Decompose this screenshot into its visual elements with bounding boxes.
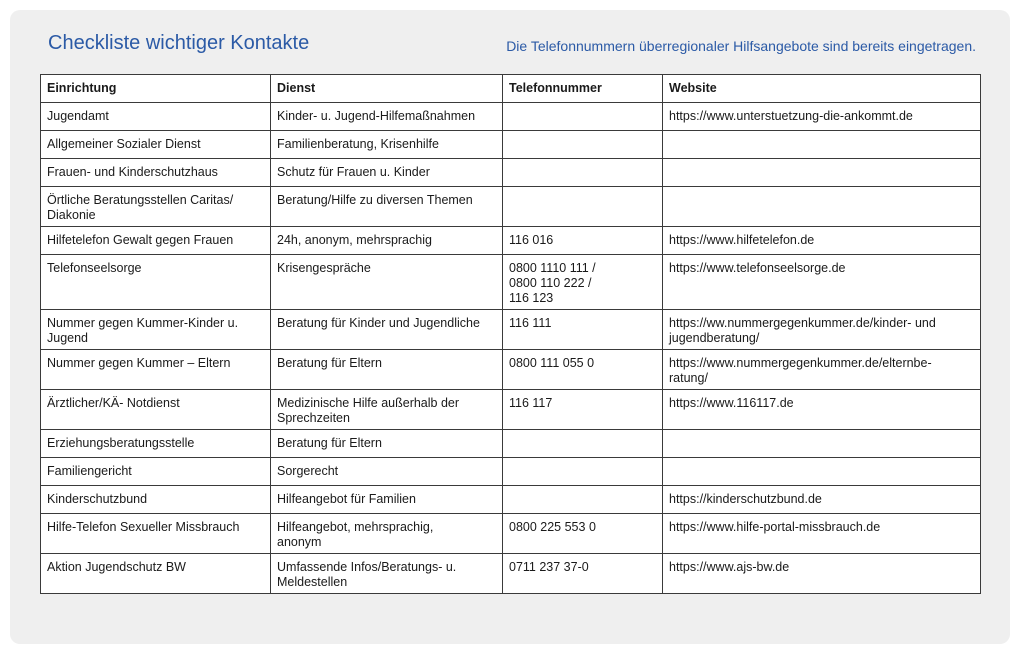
dienst-cell: Beratung für Kinder und Jugendliche [271,310,503,350]
einrichtung-cell: Kinderschutzbund [41,486,271,514]
einrichtung-cell: Familiengericht [41,458,271,486]
telefonnummer-cell: 116 117 [503,390,663,430]
website-cell: https://www.telefonseelsorge.de [663,255,981,310]
table-row [41,514,981,554]
dienst-cell: Hilfeangebot, mehrsprachig, anonym [271,514,503,554]
einrichtung-cell: Nummer gegen Kummer-Kinder u. Jugend [41,310,271,350]
telefonnummer-cell: 116 111 [503,310,663,350]
table-row [41,227,981,255]
website-cell: https://kinderschutzbund.de [663,486,981,514]
dienst-cell: Familienberatung, Krisenhilfe [271,131,503,159]
website-cell [663,458,981,486]
column-header-website: Website [663,75,981,103]
table-row [41,430,981,458]
table-row [41,554,981,594]
telefonnummer-cell: 0711 237 37-0 [503,554,663,594]
telefonnummer-cell [503,159,663,187]
telefonnummer-cell: 116 016 [503,227,663,255]
einrichtung-cell: Ärztlicher/KÄ- Notdienst [41,390,271,430]
website-cell: https://www.116117.de [663,390,981,430]
table-row [41,131,981,159]
table-row [41,390,981,430]
dienst-cell: Beratung/Hilfe zu diversen Themen [271,187,503,227]
einrichtung-cell: Jugendamt [41,103,271,131]
table-row [41,350,981,390]
table-row [41,159,981,187]
einrichtung-cell: Hilfetelefon Gewalt gegen Frauen [41,227,271,255]
dienst-cell: Medizinische Hilfe außerhalb der Sprechzeiten [271,390,503,430]
column-header-telefonnummer: Telefonnummer [503,75,663,103]
einrichtung-cell: Hilfe-Telefon Sexueller Missbrauch [41,514,271,554]
website-cell: https://www.ajs-bw.de [663,554,981,594]
einrichtung-cell: Nummer gegen Kummer – Eltern [41,350,271,390]
telefonnummer-cell [503,103,663,131]
einrichtung-cell: Aktion Jugendschutz BW [41,554,271,594]
header-note: Die Telefonnummern überregionaler Hilfsangebote sind bereits eingetragen. [506,38,976,54]
telefonnummer-cell [503,131,663,159]
table-row [41,103,981,131]
table-row [41,187,981,227]
telefonnummer-cell: 0800 1110 111 / 0800 110 222 / 116 123 [503,255,663,310]
website-cell: https://www.unterstuetzung-die-ankommt.de [663,103,981,131]
dienst-cell: 24h, anonym, mehrsprachig [271,227,503,255]
dienst-cell: Schutz für Frauen u. Kinder [271,159,503,187]
website-cell [663,159,981,187]
column-header-einrichtung: Einrichtung [41,75,271,103]
contact-checklist-card [10,10,1010,644]
website-cell [663,187,981,227]
dienst-cell: Beratung für Eltern [271,350,503,390]
dienst-cell: Umfassende Infos/Beratungs- u. Meldestellen [271,554,503,594]
table-header-row [41,75,981,103]
page-title: Checkliste wichtiger Kontakte [48,32,310,54]
contacts-table [40,74,981,594]
einrichtung-cell: Telefonseelsorge [41,255,271,310]
telefonnummer-cell: 0800 111 055 0 [503,350,663,390]
telefonnummer-cell [503,187,663,227]
table-row [41,310,981,350]
website-cell: https://www.nummergegenkummer.de/elternbe- ratung/ [663,350,981,390]
website-cell: https://www.hilfetelefon.de [663,227,981,255]
telefonnummer-cell: 0800 225 553 0 [503,514,663,554]
dienst-cell: Krisengespräche [271,255,503,310]
website-cell [663,430,981,458]
dienst-cell: Beratung für Eltern [271,430,503,458]
table-row [41,486,981,514]
dienst-cell: Sorgerecht [271,458,503,486]
einrichtung-cell: Erziehungsberatungsstelle [41,430,271,458]
dienst-cell: Hilfeangebot für Familien [271,486,503,514]
einrichtung-cell: Allgemeiner Sozialer Dienst [41,131,271,159]
telefonnummer-cell [503,430,663,458]
website-cell: https://www.hilfe-portal-missbrauch.de [663,514,981,554]
einrichtung-cell: Frauen- und Kinderschutzhaus [41,159,271,187]
telefonnummer-cell [503,458,663,486]
table-row [41,458,981,486]
table-row [41,255,981,310]
telefonnummer-cell [503,486,663,514]
website-cell [663,131,981,159]
einrichtung-cell: Örtliche Beratungsstellen Caritas/ Diakonie [41,187,271,227]
dienst-cell: Kinder- u. Jugend-Hilfemaßnahmen [271,103,503,131]
website-cell: https://ww.nummergegenkummer.de/kinder- und jugendberatung/ [663,310,981,350]
column-header-dienst: Dienst [271,75,503,103]
